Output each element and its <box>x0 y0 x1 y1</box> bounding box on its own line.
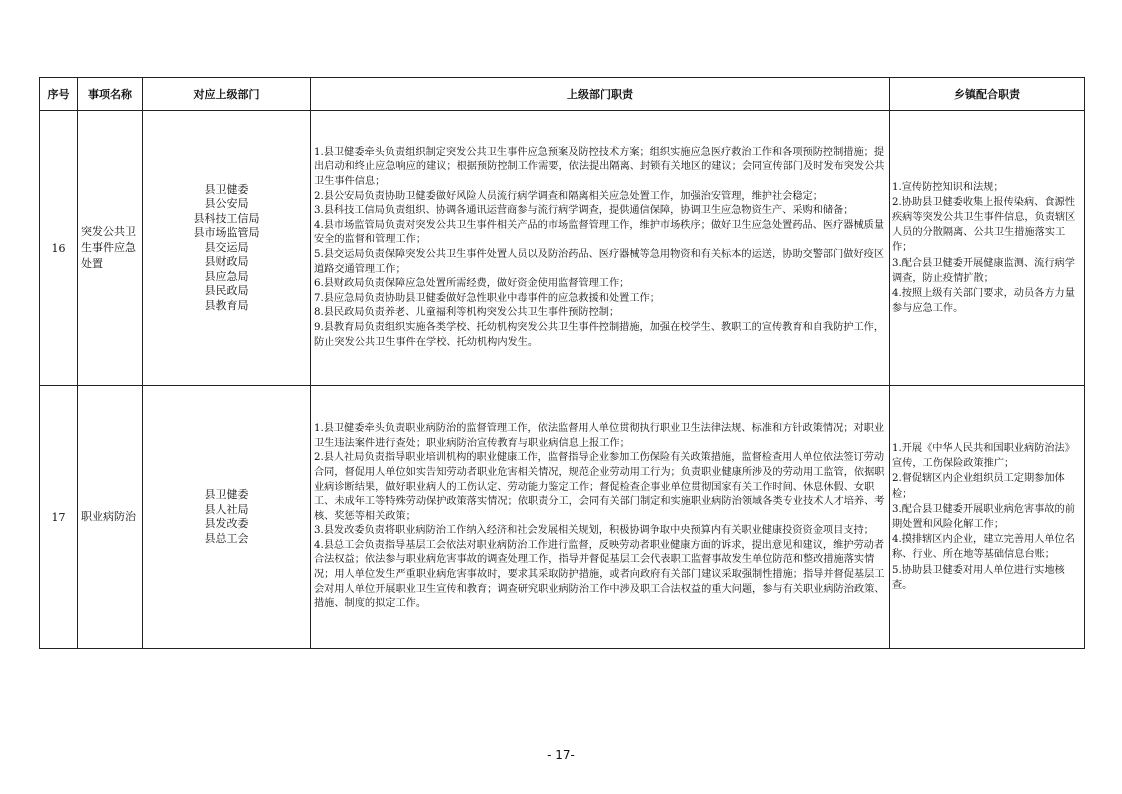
town-duty-item: 3.配合县卫健委开展健康监测、流行病学调查，防止疫情扩散； <box>892 257 1075 284</box>
duty-item: 8.县民政局负责养老、儿童福利等机构突发公共卫生事件预防控制； <box>314 307 620 319</box>
header-dept: 对应上级部门 <box>143 78 311 111</box>
duty-item: 4.县市场监管局负责对突发公共卫生事件相关产品的市场监督管理工作，维护市场秩序；做好卫生应急处置药品、医疗器械质量安全的监督和管理工作； <box>314 219 885 246</box>
page-number: - 17- <box>547 748 575 762</box>
duty-item: 5.县交运局负责保障突发公共卫生事件处置人员以及防治药品、医疗器械等急用物资和有关标本的运送，协助交警部门做好疫区道路交通管理工作； <box>314 249 885 275</box>
dept-item: 县财政局 <box>204 255 249 269</box>
dept-item: 县科技工信局 <box>193 211 260 225</box>
duty-item: 4.县总工会负责指导基层工会依法对职业病防治工作进行监督，反映劳动者职业健康方面的诉求，提出意见和建议，维护劳动者合法权益；依法参与职业病危害事故的调查处理工作，指导并督促基层工会代表职工监督事故发生单位防范和整改措施落实情况；用人单位发生严重职业病危害事故时，要求其采取防护措施，或者向政府有关部门建议采取强制性措施；指导并督促基层工会对用人单位开展职业卫生宣传和教育；调查研究职业病防治工作中涉及职工合法权益的重大问题，参与有关职业病防治政策、措施、制度的拟定工作。 <box>314 539 885 610</box>
dept-item: 县卫健委 <box>204 182 249 196</box>
dept-item: 县应急局 <box>204 269 249 283</box>
town-duty-item: 4.按照上级有关部门要求，动员各方力量参与应急工作。 <box>892 288 1075 315</box>
dept-item: 县市场监管局 <box>193 226 260 240</box>
row-seq: 17 <box>40 386 78 649</box>
header-duties: 上级部门职责 <box>311 78 890 111</box>
town-duty-item: 5.协助县卫健委对用人单位进行实地核查。 <box>892 564 1065 591</box>
dept-item: 县人社局 <box>204 502 249 516</box>
duty-item: 3.县发改委负责将职业病防治工作纳入经济和社会发展相关规划，积极协调争取中央预算内有关职业健康投资资金项目支持； <box>314 525 874 537</box>
duties-table <box>39 77 1085 649</box>
table-row <box>40 386 1085 649</box>
row-item-name: 职业病防治 <box>78 386 143 649</box>
duty-item: 9.县教育局负责组织实施各类学校、托幼机构突发公共卫生事件控制措施，加强在校学生、教职工的宣传教育和自我防护工作，防止突发公共卫生事件在学校、托幼机构内发生。 <box>314 321 885 348</box>
duty-item: 3.县科技工信局负责组织、协调各通讯运营商参与流行病学调查，提供通信保障，协调卫生应急物资生产、采购和储备； <box>314 205 854 217</box>
row-item-name: 突发公共卫生事件应急处置 <box>78 111 143 386</box>
dept-item: 县总工会 <box>204 531 249 545</box>
duty-item: 6.县财政局负责保障应急处置所需经费，做好资金使用监督管理工作； <box>314 278 630 290</box>
duty-item: 7.县应急局负责协助县卫健委做好急性职业中毒事件的应急救援和处置工作； <box>314 292 660 304</box>
row-seq: 16 <box>40 111 78 386</box>
town-duty-item: 1.宣传防控知识和法规； <box>892 181 1004 193</box>
duty-item: 1.县卫健委牵头负责职业病防治的监督管理工作，依法监督用人单位贯彻执行职业卫生法律法规、标准和方针政策情况；对职业卫生违法案件进行查处；职业病防治宣传教育与职业病信息上报工作； <box>314 423 885 449</box>
dept-item: 县民政局 <box>204 284 249 298</box>
row-town-duties <box>890 111 1085 386</box>
dept-item: 县发改委 <box>204 517 249 530</box>
town-duty-item: 4.摸排辖区内企业，建立完善用人单位名称、行业、所在地等基础信息台账； <box>892 534 1075 561</box>
table-row <box>40 111 1085 386</box>
town-duty-item: 2.协助县卫健委收集上报传染病、食源性疾病等突发公共卫生事件信息，负责辖区人员的分散隔离、公共卫生措施落实工作； <box>892 196 1076 254</box>
row-town-duties <box>890 386 1085 649</box>
table-header-row <box>40 78 1085 111</box>
dept-item: 县交运局 <box>204 240 249 254</box>
dept-item: 县教育局 <box>204 298 249 312</box>
town-duty-item: 3.配合县卫健委开展职业病危害事故的前期处置和风险化解工作； <box>892 503 1075 530</box>
duty-item: 2.县公安局负责协助卫健委做好风险人员流行病学调查和隔离相关应急处置工作，加强治安管理，维护社会稳定； <box>314 190 823 202</box>
header-item-name: 事项名称 <box>78 78 143 111</box>
dept-item: 县卫健委 <box>204 488 249 501</box>
town-duty-item: 2.督促辖区内企业组织员工定期参加体检； <box>892 473 1065 500</box>
row-duties <box>311 111 890 386</box>
header-seq: 序号 <box>40 78 78 111</box>
duty-item: 1.县卫健委牵头负责组织制定突发公共卫生事件应急预案及防控技术方案；组织实施应急医疗救治工作和各项预防控制措施；提出启动和终止应急响应的建议；根据预防控制工作需要，依法提出隔离、封锁有关地区的建议；会同宣传部门及时发布突发公共卫生事件信息； <box>314 146 885 188</box>
row-duties <box>311 386 890 649</box>
row-depts <box>143 111 311 386</box>
duty-item: 2.县人社局负责指导职业培训机构的职业健康工作，监督指导企业参加工伤保险有关政策措施，监督检查用人单位依法签订劳动合同，督促用人单位如实告知劳动者职业危害相关情况，规范企业劳动用工行为；负责职业健康所涉及的劳动用工监管，依据职业病诊断结果，做好职业病人的工伤认定、劳动能力鉴定工作；督促检查企事业单位贯彻国家有关工作时间、休息休假、女职工、未成年工等特殊劳动保护政策落实情况；依职责分工，会同有关部门制定和实施职业病防治领域各类专业技术人才培养、考核、奖惩等相关政策； <box>314 452 885 522</box>
town-duty-item: 1.开展《中华人民共和国职业病防治法》宣传，工伤保险政策推广； <box>892 442 1075 470</box>
dept-item: 县公安局 <box>204 197 249 211</box>
header-town-duties: 乡镇配合职责 <box>890 78 1085 111</box>
row-depts <box>143 386 311 649</box>
